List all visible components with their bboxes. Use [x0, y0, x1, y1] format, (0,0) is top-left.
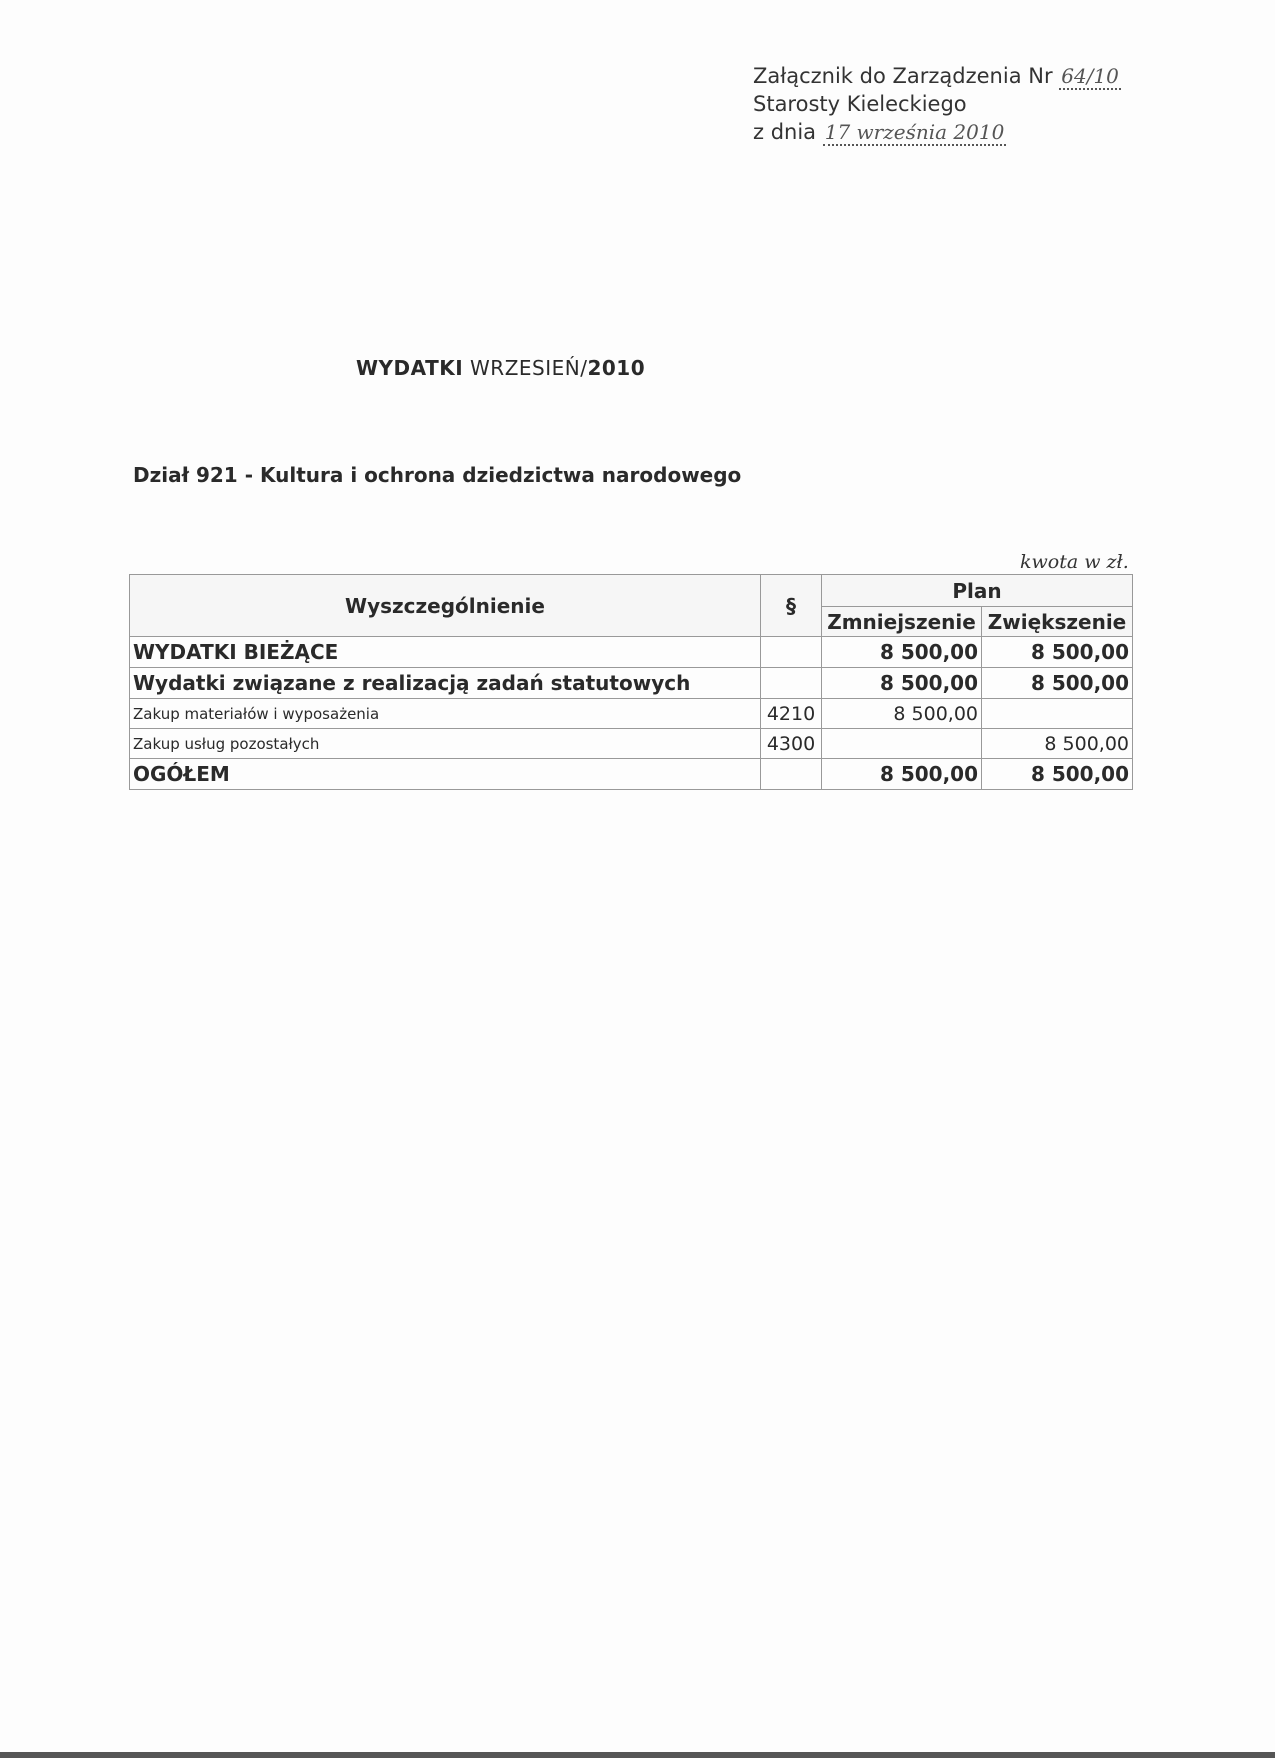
- header-increase: Zwiększenie: [982, 607, 1133, 637]
- row-paragraph: 4210: [761, 699, 822, 729]
- row-increase: 8 500,00: [982, 668, 1133, 699]
- table-row: [130, 668, 1133, 699]
- annex-line-1: [753, 62, 1121, 90]
- annex-line-2: Starosty Kieleckiego: [753, 92, 967, 116]
- document-title: [356, 356, 645, 380]
- annex-header: [753, 62, 1121, 146]
- annex-prefix: Załącznik do Zarządzenia Nr: [753, 64, 1053, 88]
- row-increase: 8 500,00: [982, 637, 1133, 668]
- ordinance-number: 64/10: [1061, 64, 1119, 88]
- row-description: WYDATKI BIEŻĄCE: [130, 637, 761, 668]
- row-increase: [982, 699, 1133, 729]
- row-description: Wydatki związane z realizacją zadań statutowych: [130, 668, 761, 699]
- row-decrease: 8 500,00: [822, 668, 982, 699]
- row-decrease: 8 500,00: [822, 759, 982, 790]
- annex-line-3: [753, 118, 1121, 146]
- title-bold: WYDATKI: [356, 356, 464, 380]
- date-prefix: z dnia: [753, 120, 817, 144]
- row-increase: 8 500,00: [982, 729, 1133, 759]
- row-paragraph: 4300: [761, 729, 822, 759]
- header-paragraph: §: [761, 575, 822, 637]
- row-decrease: [822, 729, 982, 759]
- table-row: [130, 729, 1133, 759]
- row-paragraph: [761, 668, 822, 699]
- budget-table: [129, 574, 1133, 790]
- row-description: Zakup usług pozostałych: [130, 729, 761, 759]
- table-row-total: [130, 759, 1133, 790]
- row-paragraph: [761, 637, 822, 668]
- row-decrease: 8 500,00: [822, 699, 982, 729]
- header-description: Wyszczególnienie: [130, 575, 761, 637]
- table-row: [130, 637, 1133, 668]
- row-description: OGÓŁEM: [130, 759, 761, 790]
- title-year: 2010: [587, 356, 646, 380]
- header-decrease: Zmniejszenie: [822, 607, 982, 637]
- section-heading: Dział 921 - Kultura i ochrona dziedzictwa narodowego: [133, 463, 742, 487]
- ordinance-date: 17 września 2010: [824, 120, 1005, 144]
- header-plan: Plan: [822, 575, 1133, 607]
- row-paragraph: [761, 759, 822, 790]
- row-description: Zakup materiałów i wyposażenia: [130, 699, 761, 729]
- scan-edge-divider: [0, 1752, 1275, 1758]
- row-increase: 8 500,00: [982, 759, 1133, 790]
- unit-note: kwota w zł.: [1020, 551, 1129, 573]
- title-month: WRZESIEŃ/: [470, 356, 588, 380]
- row-decrease: 8 500,00: [822, 637, 982, 668]
- table-row: [130, 699, 1133, 729]
